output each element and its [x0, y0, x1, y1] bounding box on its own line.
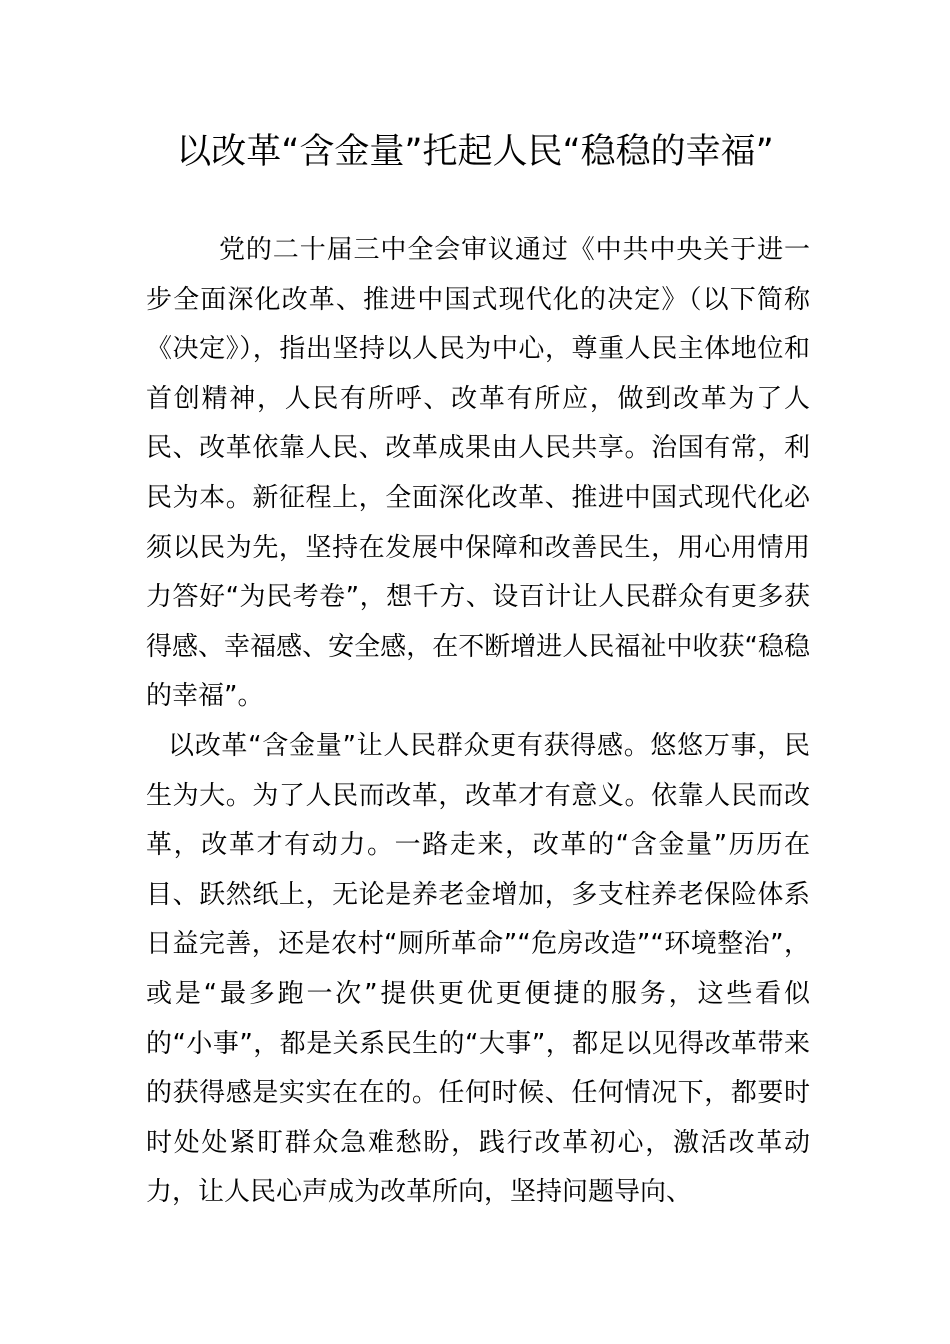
- paragraph-1: 党的二十届三中全会审议通过《中共中央关于进一步全面深化改革、推进中国式现代化的决定》（以下简称《决定》），指出坚持以人民为中心，尊重人民主体地位和首创精神，人民有所呼、改革有所应，做到改革为了人民、改革依靠人民、改革成果由人民共享。治国有常，利民为本。新征程上，全面深化改革、推进中国式现代化必须以民为先，坚持在发展中保障和改善民生，用心用情用力答好“为民考卷”，想千方、设百计让人民群众有更多获得感、幸福感、安全感，在不断增进人民福祉中收获“稳稳的幸福”。: [146, 235, 810, 712]
- paragraph-2: 以改革“含金量”让人民群众更有获得感。悠悠万事，民生为大。为了人民而改革，改革才有意义。依靠人民而改革，改革才有动力。一路走来，改革的“含金量”历历在目、跃然纸上，无论是养老金增加，多支柱养老保险体系日益完善，还是农村“厕所革命”“危房改造”“环境整治”，或是“最多跑一次”提供更优更便捷的服务，这些看似的“小事”，都是关系民生的“大事”，都足以见得改革带来的获得感是实实在在的。任何时候、任何情况下，都要时时处处紧盯群众急难愁盼，践行改革初心，激活改革动力，让人民心声成为改革所向，坚持问题导向、: [146, 731, 810, 1208]
- document-title: 以改革“含金量”托起人民“稳稳的幸福”: [176, 132, 774, 172]
